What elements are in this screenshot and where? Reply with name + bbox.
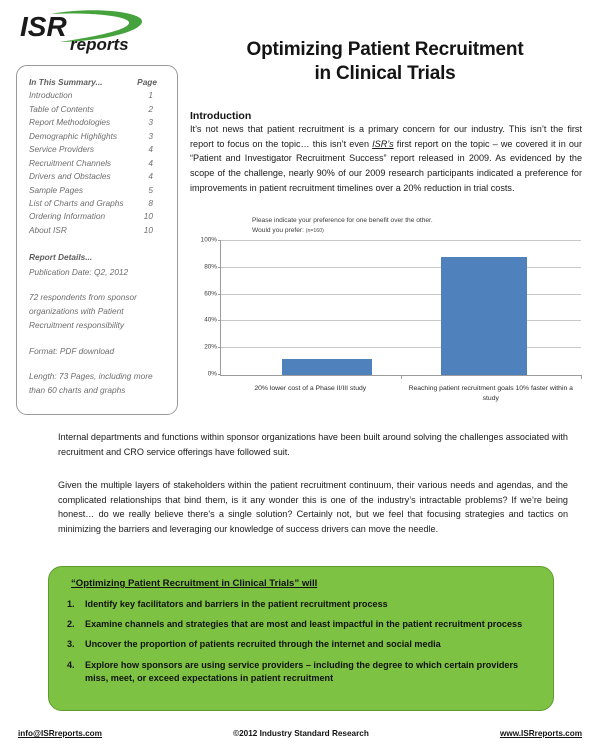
footer-website-link[interactable]: www.ISRreports.com	[499, 729, 582, 738]
sidebar-spacer	[29, 237, 166, 250]
toc-item-page: 3	[148, 130, 153, 141]
toc-item-label: Table of Contents	[29, 103, 94, 114]
sidebar-spacer	[29, 279, 166, 290]
list-item-number: 1.	[67, 599, 75, 609]
gridline-100	[200, 236, 581, 244]
svg-text:ISR: ISR	[20, 11, 67, 42]
toc-item-page: 1	[148, 90, 153, 101]
toc-item-page: 4	[148, 144, 153, 155]
footer-copyright: ©2012 Industry Standard Research	[233, 729, 369, 738]
list-item-number: 2.	[67, 619, 75, 630]
toc-item-sample-pages[interactable]	[29, 184, 166, 197]
introduction-heading: Introduction	[190, 110, 252, 122]
highlight-list-item	[65, 659, 537, 685]
chart-title-line2: Would you prefer:	[252, 226, 304, 234]
x-tick-label: 20% lower cost of a Phase II/III study	[254, 385, 367, 392]
introduction-paragraph	[190, 122, 582, 196]
body-paragraph-2: Given the multiple layers of stakeholders within the patient recruitment continuum, their various needs and agendas, and the complicated relationships that bind them, is it any wonder this is one of the industry’s intractable problems? If we’re being honest… do we really believe there's a single solution? Certainly not, but we feel that focusing strategies and tactics on minimizing the barriers and leveraging our knowledge of success drivers can move the needle.	[58, 480, 568, 535]
toc-item-table-of-contents[interactable]	[29, 103, 166, 116]
introduction-part1: It’s not news that patient recruitment is a primary concern for our industry. This isn’t the first report to focus on the topic… this isn’t even	[190, 124, 582, 149]
logo-graphic	[16, 8, 176, 54]
toc-item-page: 4	[148, 157, 153, 168]
highlight-box	[48, 566, 554, 711]
gridline-20	[204, 343, 581, 351]
page-title-line1: Optimizing Patient Recruitment	[246, 39, 524, 60]
footer-email-link[interactable]: info@ISRreports.com	[18, 729, 102, 738]
toc-item-page: 8	[148, 197, 153, 208]
y-tick-label: 60%	[204, 290, 217, 298]
svg-text:reports: reports	[70, 35, 129, 54]
toc-item-recruitment-channels[interactable]	[29, 157, 166, 170]
toc-item-page: 10	[143, 211, 153, 222]
list-item-text: Identify key facilitators and barriers in the patient recruitment process	[85, 599, 388, 609]
gridline-80	[204, 263, 581, 271]
toc-item-label: About ISR	[29, 224, 67, 235]
isr-reports-logo	[16, 8, 176, 54]
page-title	[185, 38, 585, 87]
toc-item-label: Report Methodologies	[29, 117, 111, 128]
list-item-number: 4.	[67, 659, 75, 670]
toc-header-row	[29, 76, 166, 89]
toc-item-label: Introduction	[29, 90, 73, 101]
list-item-text: Explore how sponsors are using service providers – including the degree to which certain providers miss, meet, or exceed expectations in patient recruitment	[85, 659, 519, 683]
toc-header-page: Page	[137, 77, 157, 87]
report-length: Length: 73 Pages, including more than 60 charts and graphs	[29, 370, 153, 396]
highlight-box-heading: “Optimizing Patient Recruitment in Clinical Trials” will	[71, 578, 318, 589]
toc-item-report-methodologies[interactable]	[29, 116, 166, 129]
sidebar-spacer	[29, 333, 166, 344]
toc-item-about-isr[interactable]	[29, 224, 166, 237]
toc-header-label: In This Summary...	[29, 77, 103, 87]
toc-item-page: 10	[143, 224, 153, 235]
x-axis-separator	[401, 375, 402, 379]
toc-item-demographic-highlights[interactable]	[29, 130, 166, 143]
body-paragraph-1: Internal departments and functions within sponsor organizations have been built around solving the challenges associated with recruitment and CRO service offerings have followed suit.	[58, 432, 568, 457]
toc-item-drivers-and-obstacles[interactable]	[29, 170, 166, 183]
x-axis-separator	[581, 375, 582, 379]
page-title-line2: in Clinical Trials	[314, 63, 456, 85]
toc-item-service-providers[interactable]	[29, 143, 166, 156]
toc-item-label: Drivers and Obstacles	[29, 171, 111, 182]
y-tick-label: 80%	[204, 263, 217, 271]
sidebar-spacer	[29, 358, 166, 369]
bar-lower-cost	[282, 359, 372, 375]
summary-sidebar	[16, 65, 178, 415]
preference-bar-chart	[190, 216, 585, 421]
chart-title-line1: Please indicate your preference for one benefit over the other.	[252, 217, 433, 224]
highlight-list-item	[65, 638, 537, 651]
chart-x-axis-labels	[220, 384, 581, 404]
toc-item-page: 5	[148, 184, 153, 195]
report-publication-date: Publication Date: Q2, 2012	[29, 266, 129, 277]
y-tick-label: 0%	[207, 370, 217, 378]
x-tick-label: Reaching patient recruitment goals 10% faster within a study	[408, 385, 573, 403]
gridline-40	[204, 316, 581, 324]
chart-title	[252, 216, 572, 235]
toc-item-introduction[interactable]	[29, 89, 166, 102]
list-item-number: 3.	[67, 639, 75, 650]
list-item-text: Examine channels and strategies that are most and least impactful in the patient recruitment process	[85, 619, 523, 630]
toc-item-label: Sample Pages	[29, 184, 83, 195]
highlight-list-item	[65, 618, 537, 631]
report-format: Format: PDF download	[29, 345, 115, 356]
chart-plot-area	[200, 236, 581, 378]
report-details-heading: Report Details...	[29, 252, 93, 263]
report-respondents: 72 respondents from sponsor organizations with Patient Recruitment responsibility	[29, 291, 137, 331]
y-tick-label: 20%	[204, 343, 217, 351]
y-tick-label: 100%	[200, 236, 217, 244]
highlight-list-item	[65, 598, 537, 611]
toc-item-list-of-charts-and-graphs[interactable]	[29, 197, 166, 210]
toc-item-label: List of Charts and Graphs	[29, 197, 124, 208]
list-item-text: Uncover the proportion of patients recruited through the internet and social media	[85, 639, 441, 650]
toc-item-ordering-information[interactable]	[29, 210, 166, 223]
introduction-part2: first report on the topic – we covered it in our “Patient and Investigator Recruitment Success” report released in 2009. As evidenced by the scope of the challenge, nearly 90% of our 2009 research participants indicated a preference for improvements in patient recruitment timelines over a 20% reduction in trial costs.	[190, 138, 583, 193]
toc-item-page: 4	[148, 171, 153, 182]
toc-item-label: Service Providers	[29, 144, 95, 155]
introduction-emphasis: ISR’s	[372, 138, 394, 149]
bar-faster-recruitment	[441, 257, 527, 375]
chart-sample-size: (n=160)	[305, 227, 324, 234]
toc-item-page: 3	[148, 117, 153, 128]
gridline-60	[204, 290, 581, 298]
toc-item-label: Ordering Information	[29, 211, 106, 222]
toc-item-page: 2	[148, 103, 153, 114]
toc-item-label: Recruitment Channels	[29, 157, 112, 168]
toc-item-label: Demographic Highlights	[29, 130, 118, 141]
y-tick-label: 40%	[204, 316, 217, 324]
page-footer	[0, 729, 600, 738]
